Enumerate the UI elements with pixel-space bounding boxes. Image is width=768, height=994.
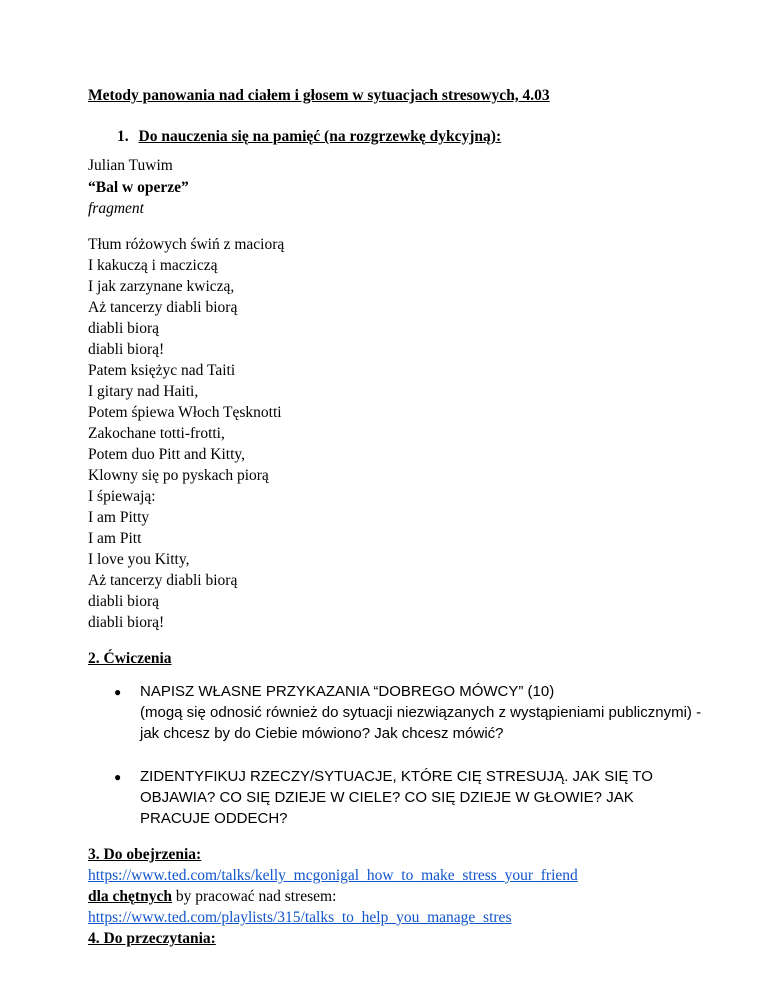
poem-line: Aż tancerzy diabli biorą <box>88 572 238 589</box>
poem-line: Patem księżyc nad Taiti <box>88 362 236 379</box>
poem-line: diabli biorą! <box>88 614 165 631</box>
exercise2-line: ZIDENTYFIKUJ RZECZY/SYTUACJE, KTÓRE CIĘ STRESUJĄ. JAK SIĘ TO <box>140 768 653 785</box>
exercise1-line: jak chcesz by do Ciebie mówiono? Jak chcesz mówić? <box>140 725 504 742</box>
volunteer-label: dla chętnych <box>88 888 172 905</box>
volunteer-text: by pracować nad stresem: <box>171 888 337 905</box>
exercise1-line: (mogą się odnosić również do sytuacji niezwiązanych z wystąpieniami publicznymi) - <box>140 704 702 721</box>
bullet-icon: ● <box>114 685 122 699</box>
poem-line: I am Pitt <box>88 530 142 547</box>
poem-line: diabli biorą <box>88 320 160 337</box>
poem-author: Julian Tuwim <box>88 157 173 174</box>
poem-line: I am Pitty <box>88 509 150 526</box>
poem-line: I gitary nad Haiti, <box>88 383 199 400</box>
exercise2-line: OBJAWIA? CO SIĘ DZIEJE W CIELE? CO SIĘ DZIEJE W GŁOWIE? JAK <box>140 789 634 806</box>
poem-line: Aż tancerzy diabli biorą <box>88 299 238 316</box>
poem-line: Zakochane totti-frotti, <box>88 425 225 442</box>
video-link-line <box>88 867 578 885</box>
section2-heading: 2. Ćwiczenia <box>88 650 172 667</box>
playlist-link-line <box>88 909 511 927</box>
poem-line: I śpiewają: <box>88 488 156 505</box>
section1-number: 1. <box>117 128 129 145</box>
ted-playlist-link[interactable]: https://www.ted.com/playlists/315/talks_to_help_you_manage_stres <box>88 909 512 926</box>
volunteer-line <box>88 888 336 906</box>
poem-line: I love you Kitty, <box>88 551 190 568</box>
poem-title: “Bal w operze” <box>88 179 189 196</box>
poem-line: Klowny się po pyskach piorą <box>88 467 269 484</box>
section1-heading <box>117 128 501 146</box>
document-title: Metody panowania nad ciałem i głosem w sytuacjach stresowych, 4.03 <box>88 87 550 104</box>
poem-line: diabli biorą <box>88 593 160 610</box>
exercise2-line: PRACUJE ODDECH? <box>140 810 288 827</box>
poem-line: diabli biorą! <box>88 341 165 358</box>
poem-line: Tłum różowych świń z maciorą <box>88 236 285 253</box>
ted-talk-link[interactable]: https://www.ted.com/talks/kelly_mcgonigal_how_to_make_stress_your_friend <box>88 867 578 884</box>
poem-line: I kakuczą i macziczą <box>88 257 218 274</box>
section3-heading: 3. Do obejrzenia: <box>88 846 202 863</box>
poem-line: Potem śpiewa Włoch Tęsknotti <box>88 404 282 421</box>
section1-title: Do nauczenia się na pamięć (na rozgrzewkę dykcyjną): <box>138 128 502 145</box>
exercise1-line: NAPISZ WŁASNE PRZYKAZANIA “DOBREGO MÓWCY” (10) <box>140 683 555 700</box>
poem-line: I jak zarzynane kwiczą, <box>88 278 235 295</box>
section4-heading: 4. Do przeczytania: <box>88 930 216 947</box>
poem-subtitle: fragment <box>88 200 144 217</box>
bullet-icon: ● <box>114 770 122 784</box>
poem-line: Potem duo Pitt and Kitty, <box>88 446 246 463</box>
